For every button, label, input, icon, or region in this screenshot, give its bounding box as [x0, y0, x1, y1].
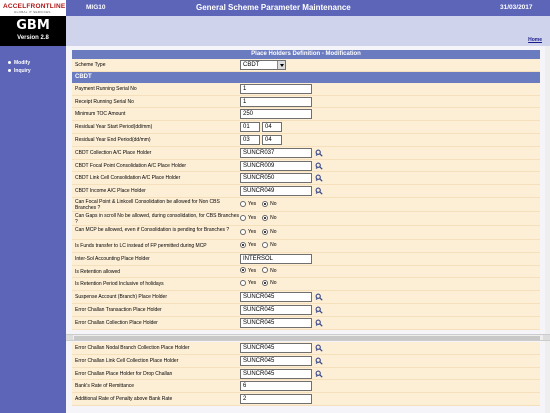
lookup-icon[interactable] [315, 162, 323, 170]
payment-running-serial-no-input[interactable]: 1 [240, 84, 312, 94]
form-row-minimum-toc-amount [72, 108, 540, 121]
sidebar-item-modify[interactable] [8, 60, 30, 66]
cbdt-collection-a-c-place-holder-input[interactable]: SUNCR037 [240, 148, 312, 158]
lookup-icon[interactable] [315, 306, 323, 314]
logo-text: ACCELFRONTLINE [3, 3, 66, 10]
radio-label: Yes [248, 241, 257, 248]
scheme-type-select[interactable] [240, 60, 286, 70]
bank-s-rate-of-remittance-input[interactable]: 6 [240, 381, 312, 391]
radio-no[interactable] [262, 267, 276, 276]
lookup-icon[interactable] [315, 293, 323, 301]
error-challan-nodal-branch-collection-pl-input[interactable]: SUNCR045 [240, 343, 312, 353]
form-row-additional-rate-of-penalty-above-bank-ra [72, 393, 540, 406]
page-title: General Scheme Parameter Maintenance [196, 3, 351, 12]
form-row-can-focal-point-linkcell-consolidation-b [72, 198, 540, 212]
sidebar-item-inquiry[interactable] [8, 68, 31, 74]
scheme-type-value: CBDT [243, 62, 260, 68]
month-input[interactable]: 04 [262, 122, 282, 132]
day-input[interactable]: 01 [240, 122, 260, 132]
form-row-cbdt-collection-a-c-place-holder [72, 147, 540, 160]
main-content [66, 46, 550, 413]
radio-yes[interactable] [240, 241, 256, 250]
field-label: CBDT Focal Point Consolidation A/C Place Holder [75, 162, 187, 169]
radio-button-icon[interactable] [262, 215, 268, 221]
minimum-toc-amount-input[interactable]: 250 [240, 109, 312, 119]
logo-tagline: GLOBAL IT SERVICES [14, 10, 51, 14]
sub-header-bar [66, 16, 550, 46]
radio-label: Yes [248, 214, 257, 221]
radio-button-icon[interactable] [240, 201, 246, 207]
form-row-inter-sol-accounting-place-holder [72, 253, 540, 266]
sidebar-item-label: Inquiry [14, 68, 31, 74]
radio-no[interactable] [262, 279, 276, 288]
scroll-right-button[interactable] [543, 335, 550, 340]
vertical-scrollbar-lower[interactable] [545, 341, 550, 413]
cbdt-focal-point-consolidation-a-c-place-input[interactable]: SUNCR009 [240, 161, 312, 171]
field-label: Minimum TOC Amount [75, 111, 126, 118]
radio-button-icon[interactable] [262, 242, 268, 248]
radio-button-icon[interactable] [262, 280, 268, 286]
form-row-is-funds-transfer-to-lc-instead-of-fp-pe [72, 240, 540, 253]
form-row-can-gaps-in-scroll-no-be-allowed-during- [72, 212, 540, 226]
lookup-icon[interactable] [315, 344, 323, 352]
field-label: Payment Running Serial No [75, 85, 137, 92]
field-label: Bank's Rate of Remittance [75, 383, 135, 390]
place-holders-form-lower [72, 342, 540, 406]
form-row-error-challan-collection-place-holder [72, 317, 540, 330]
form-row-error-challan-transaction-place-holder [72, 304, 540, 317]
radio-label: No [270, 200, 277, 207]
suspense-account-branch-place-holder-input[interactable]: SUNCR045 [240, 292, 312, 302]
radio-no[interactable] [262, 214, 276, 223]
radio-no[interactable] [262, 241, 276, 250]
radio-button-icon[interactable] [262, 229, 268, 235]
additional-rate-of-penalty-above-bank-ra-input[interactable]: 2 [240, 394, 312, 404]
scrollbar-thumb[interactable] [74, 336, 540, 340]
inter-sol-accounting-place-holder-input[interactable]: INTERSOL [240, 254, 312, 264]
receipt-running-serial-no-input[interactable]: 1 [240, 97, 312, 107]
error-challan-transaction-place-holder-input[interactable]: SUNCR045 [240, 305, 312, 315]
form-row-scheme-type [72, 59, 540, 72]
field-label: Additional Rate of Penalty above Bank Rate [75, 396, 173, 403]
radio-label: Yes [248, 280, 257, 287]
lookup-icon[interactable] [315, 370, 323, 378]
lookup-icon[interactable] [315, 319, 323, 327]
field-label: Error Challan Collection Place Holder [75, 319, 158, 326]
error-challan-collection-place-holder-input[interactable]: SUNCR045 [240, 318, 312, 328]
form-row-payment-running-serial-no [72, 83, 540, 96]
app-name: GBM [16, 18, 50, 33]
scroll-left-button[interactable] [66, 335, 73, 340]
field-label: Error Challan Transaction Place Holder [75, 306, 162, 313]
radio-button-icon[interactable] [240, 242, 246, 248]
field-label: Residual Year End Period(dd/mm) [75, 136, 151, 143]
app-header [0, 0, 550, 16]
cbdt-link-cell-consolidation-a-c-place-h-input[interactable]: SUNCR050 [240, 173, 312, 183]
radio-button-icon[interactable] [240, 280, 246, 286]
field-label: Can Focal Point & Linkcell Consolidation be allowed for Non CBS Branches ? [75, 198, 220, 211]
radio-yes[interactable] [240, 200, 256, 209]
field-label: Suspense Account (Branch) Place Holder [75, 294, 167, 301]
horizontal-scrollbar[interactable] [66, 334, 550, 341]
field-label: Error Challan Nodal Branch Collection Place Holder [75, 345, 190, 351]
home-link[interactable]: Home [528, 37, 542, 43]
sidebar-item-label: Modify [14, 60, 31, 66]
field-label: Is Funds transfer to LC instead of FP permitted during MCP [75, 242, 207, 249]
field-label: Scheme Type [75, 62, 106, 68]
form-rows [72, 83, 540, 330]
form-title: Place Holders Definition - Modification [72, 50, 540, 59]
day-input[interactable]: 03 [240, 135, 260, 145]
form-row-error-challan-place-holder-for-drop-chal [72, 368, 540, 381]
form-row-is-retention-allowed [72, 266, 540, 279]
radio-label: No [270, 241, 277, 248]
radio-yes[interactable] [240, 267, 256, 276]
cbdt-income-a-c-place-holder-input[interactable]: SUNCR049 [240, 186, 312, 196]
section-header: CBDT [72, 72, 540, 83]
form-row-can-mcp-be-allowed-even-if-consolidation [72, 226, 540, 240]
field-label: Is Retention allowed [75, 268, 121, 275]
header-date: 31/03/2017 [500, 4, 533, 11]
field-label: Receipt Running Serial No [75, 98, 134, 105]
radio-label: No [270, 214, 277, 221]
field-label: Can Gaps in scroll No be allowed, during consolidation, for CBS Branches ? [75, 212, 239, 225]
field-label: CBDT Income A/C Place Holder [75, 188, 146, 195]
app-version: Version 2.8 [17, 35, 49, 41]
radio-button-icon[interactable] [240, 229, 246, 235]
error-challan-link-cell-collection-place-input[interactable]: SUNCR045 [240, 356, 312, 366]
app-badge [0, 16, 66, 46]
field-label: Is Retention Period Inclusive of holidays [75, 281, 164, 288]
radio-yes[interactable] [240, 214, 256, 223]
radio-yes[interactable] [240, 228, 256, 237]
field-label: CBDT Link Cell Consolidation A/C Place Holder [75, 175, 181, 182]
radio-label: Yes [248, 267, 257, 274]
form-row-cbdt-focal-point-consolidation-a-c-place [72, 160, 540, 173]
form-row-suspense-account-branch-place-holder [72, 291, 540, 304]
radio-yes[interactable] [240, 279, 256, 288]
radio-no[interactable] [262, 228, 276, 237]
radio-button-icon[interactable] [262, 267, 268, 273]
form-row-residual-year-end-period-dd-mm [72, 134, 540, 147]
field-label: Inter-Sol Accounting Place Holder [75, 255, 150, 262]
radio-label: Yes [248, 200, 257, 207]
sidebar [0, 46, 66, 413]
form-rows-lower [72, 342, 540, 406]
bullet-icon [8, 61, 11, 64]
form-row-error-challan-link-cell-collection-place [72, 355, 540, 368]
lookup-icon[interactable] [315, 149, 323, 157]
radio-button-icon[interactable] [240, 267, 246, 273]
place-holders-form [72, 50, 540, 330]
field-label: Error Challan Place Holder for Drop Challan [75, 370, 173, 377]
field-label: Can MCP be allowed, even if Consolidation is pending for Branches ? [75, 226, 230, 233]
radio-label: No [270, 280, 277, 287]
field-label: Error Challan Link Cell Collection Place Holder [75, 357, 179, 364]
month-input[interactable]: 04 [262, 135, 282, 145]
form-row-bank-s-rate-of-remittance [72, 380, 540, 393]
radio-no[interactable] [262, 200, 276, 209]
form-row-cbdt-link-cell-consolidation-a-c-place-h [72, 172, 540, 185]
lookup-icon[interactable] [315, 174, 323, 182]
form-row-receipt-running-serial-no [72, 96, 540, 109]
form-row-error-challan-nodal-branch-collection-pl [72, 342, 540, 355]
radio-label: No [270, 267, 277, 274]
radio-label: Yes [248, 228, 257, 235]
radio-label: No [270, 228, 277, 235]
form-row-residual-year-start-period-dd-mm [72, 121, 540, 134]
screen-code: MIG10 [86, 4, 106, 11]
radio-button-icon[interactable] [240, 215, 246, 221]
lookup-icon[interactable] [315, 357, 323, 365]
vertical-scrollbar[interactable] [545, 46, 550, 334]
field-label: CBDT Collection A/C Place Holder [75, 149, 152, 156]
bullet-icon [8, 69, 11, 72]
form-row-cbdt-income-a-c-place-holder [72, 185, 540, 198]
field-label: Residual Year Start Period(dd/mm) [75, 124, 153, 131]
form-row-is-retention-period-inclusive-of-holiday [72, 278, 540, 291]
chevron-down-icon[interactable] [277, 61, 285, 69]
radio-button-icon[interactable] [262, 201, 268, 207]
error-challan-place-holder-for-drop-chal-input[interactable]: SUNCR045 [240, 369, 312, 379]
lookup-icon[interactable] [315, 187, 323, 195]
